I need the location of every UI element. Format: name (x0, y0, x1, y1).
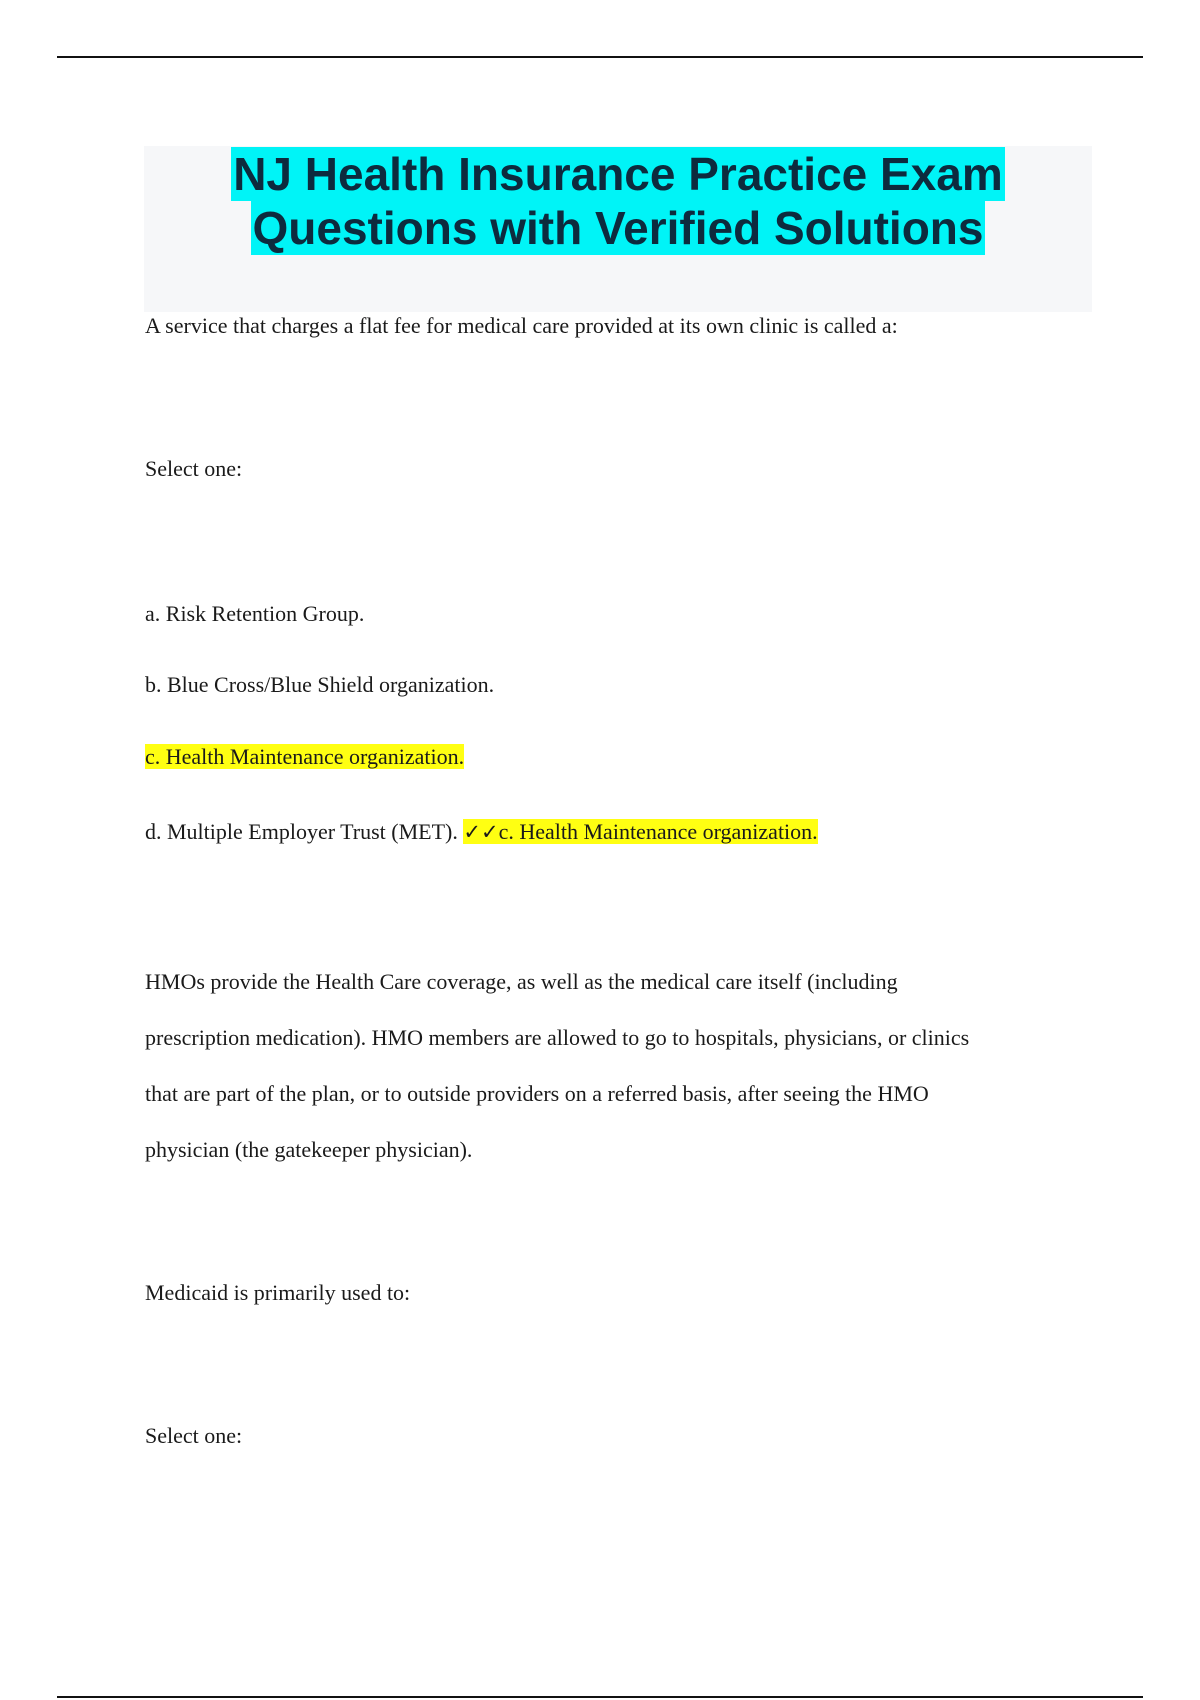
option-d-line (145, 818, 818, 846)
option-d: d. Multiple Employer Trust (MET). (145, 819, 458, 844)
footer-rule (57, 1696, 1143, 1698)
question-1-explanation (145, 954, 1105, 1178)
explanation-line: prescription medication). HMO members are allowed to go to hospitals, physicians, or clinics (145, 1025, 970, 1050)
option-a: a. Risk Retention Group. (145, 601, 365, 626)
header-rule (57, 56, 1143, 58)
document-title-line-1: NJ Health Insurance Practice Exam (233, 148, 1003, 200)
answer-highlight (463, 819, 817, 844)
document-title-line-2: Questions with Verified Solutions (252, 202, 984, 254)
explanation-line: physician (the gatekeeper physician). (145, 1137, 473, 1162)
option-b: b. Blue Cross/Blue Shield organization. (145, 672, 495, 697)
title-banner (144, 146, 1092, 312)
title-line-1-wrap (144, 146, 1092, 201)
question-1-prompt: A service that charges a flat fee for medical care provided at its own clinic is called a: (145, 313, 898, 338)
option-c (145, 743, 464, 771)
answer-text: c. Health Maintenance organization. (498, 819, 818, 844)
check-mark-icon: ✓✓ (463, 820, 499, 844)
question-2-select-label: Select one: (145, 1423, 243, 1448)
explanation-line: HMOs provide the Health Care coverage, as well as the medical care itself (including (145, 969, 898, 994)
title-line-2-wrap (144, 201, 1092, 255)
question-2-prompt: Medicaid is primarily used to: (145, 1280, 411, 1305)
explanation-line: that are part of the plan, or to outside providers on a referred basis, after seeing the HMO (145, 1081, 929, 1106)
option-c-highlight: c. Health Maintenance organization. (145, 744, 465, 769)
question-1-select-label: Select one: (145, 456, 243, 481)
